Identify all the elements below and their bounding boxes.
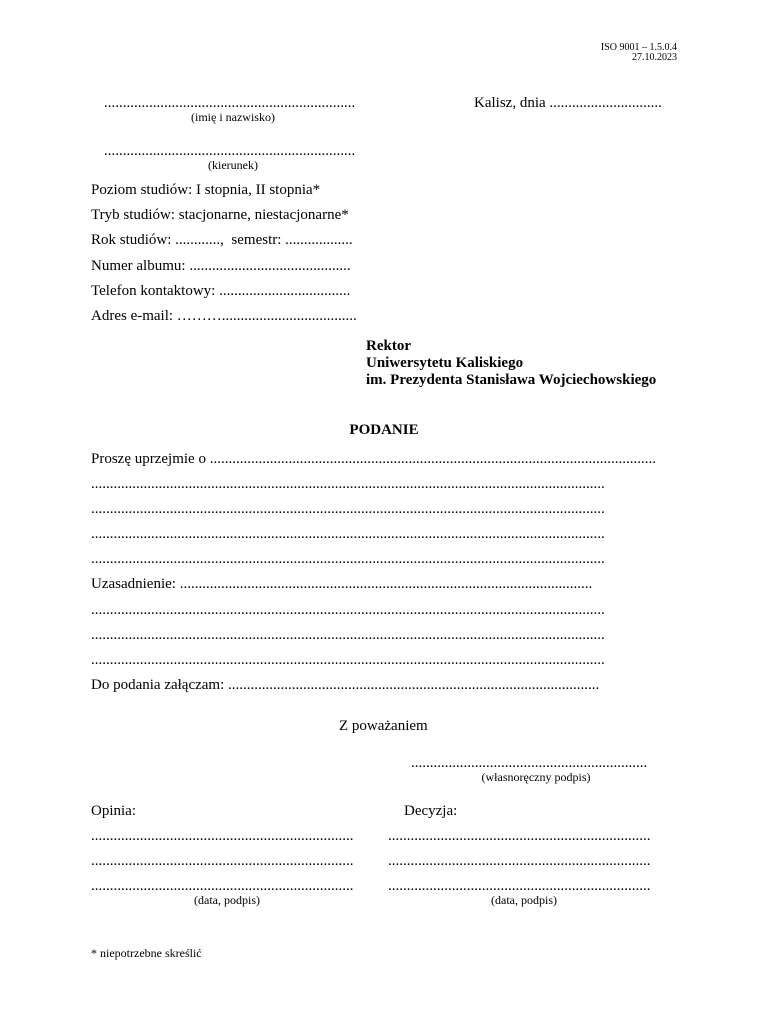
signature-line: ............................................................... [411,755,648,771]
opinion-line: ...................................................................... [91,828,354,844]
doc-code: ISO 9001 – 1.5.0.4 [600,42,677,53]
request-blank-line: ......................................................................................................................................... [91,526,605,542]
place-date: Kalisz, dnia .............................. [474,95,662,111]
field-of-study-line: ................................................................... [104,143,356,159]
opinion-line: ...................................................................... [91,853,354,869]
name-caption: (imię i nazwisko) [191,110,275,124]
addressee-line-2: Uniwersytetu Kaliskiego [366,355,524,371]
name-line: ................................................................... [104,95,356,111]
signature-caption: (własnoręczny podpis) [481,770,591,784]
document-title: PODANIE [349,422,419,438]
justification-blank-line: ......................................................................................................................................... [91,602,605,618]
decision-line: ...................................................................... [388,878,651,894]
attachments-line: Do podania załączam: ................................................................................................... [91,677,600,693]
request-blank-line: ......................................................................................................................................... [91,501,605,517]
decision-line: ...................................................................... [388,828,651,844]
phone-number: Telefon kontaktowy: ................................... [91,283,351,299]
decision-caption: (data, podpis) [491,893,557,907]
decision-label: Decyzja: [404,803,458,819]
study-level: Poziom studiów: I stopnia, II stopnia* [91,182,321,198]
doc-date: 27.10.2023 [632,52,677,63]
request-line: Proszę uprzejmie o ....................................................................................................................... [91,451,656,467]
justification-blank-line: ......................................................................................................................................... [91,627,605,643]
closing-regards: Z poważaniem [339,718,428,734]
request-blank-line: ......................................................................................................................................... [91,551,605,567]
request-blank-line: ......................................................................................................................................... [91,476,605,492]
decision-line: ...................................................................... [388,853,651,869]
study-mode: Tryb studiów: stacjonarne, niestacjonarne* [91,207,349,223]
justification-line: Uzasadnienie: .............................................................................................................. [91,576,593,592]
album-number: Numer albumu: ........................................... [91,258,351,274]
opinion-caption: (data, podpis) [194,893,260,907]
addressee-line-3: im. Prezydenta Stanisława Wojciechowskiego [366,372,657,388]
opinion-label: Opinia: [91,803,136,819]
email-address: Adres e-mail: ……….................................... [91,308,357,324]
justification-blank-line: ......................................................................................................................................... [91,652,605,668]
opinion-line: ...................................................................... [91,878,354,894]
addressee-line-1: Rektor [366,338,411,354]
year-semester: Rok studiów: ............, semestr: .................. [91,232,353,248]
field-of-study-caption: (kierunek) [208,158,258,172]
footnote: * niepotrzebne skreślić [91,946,202,960]
